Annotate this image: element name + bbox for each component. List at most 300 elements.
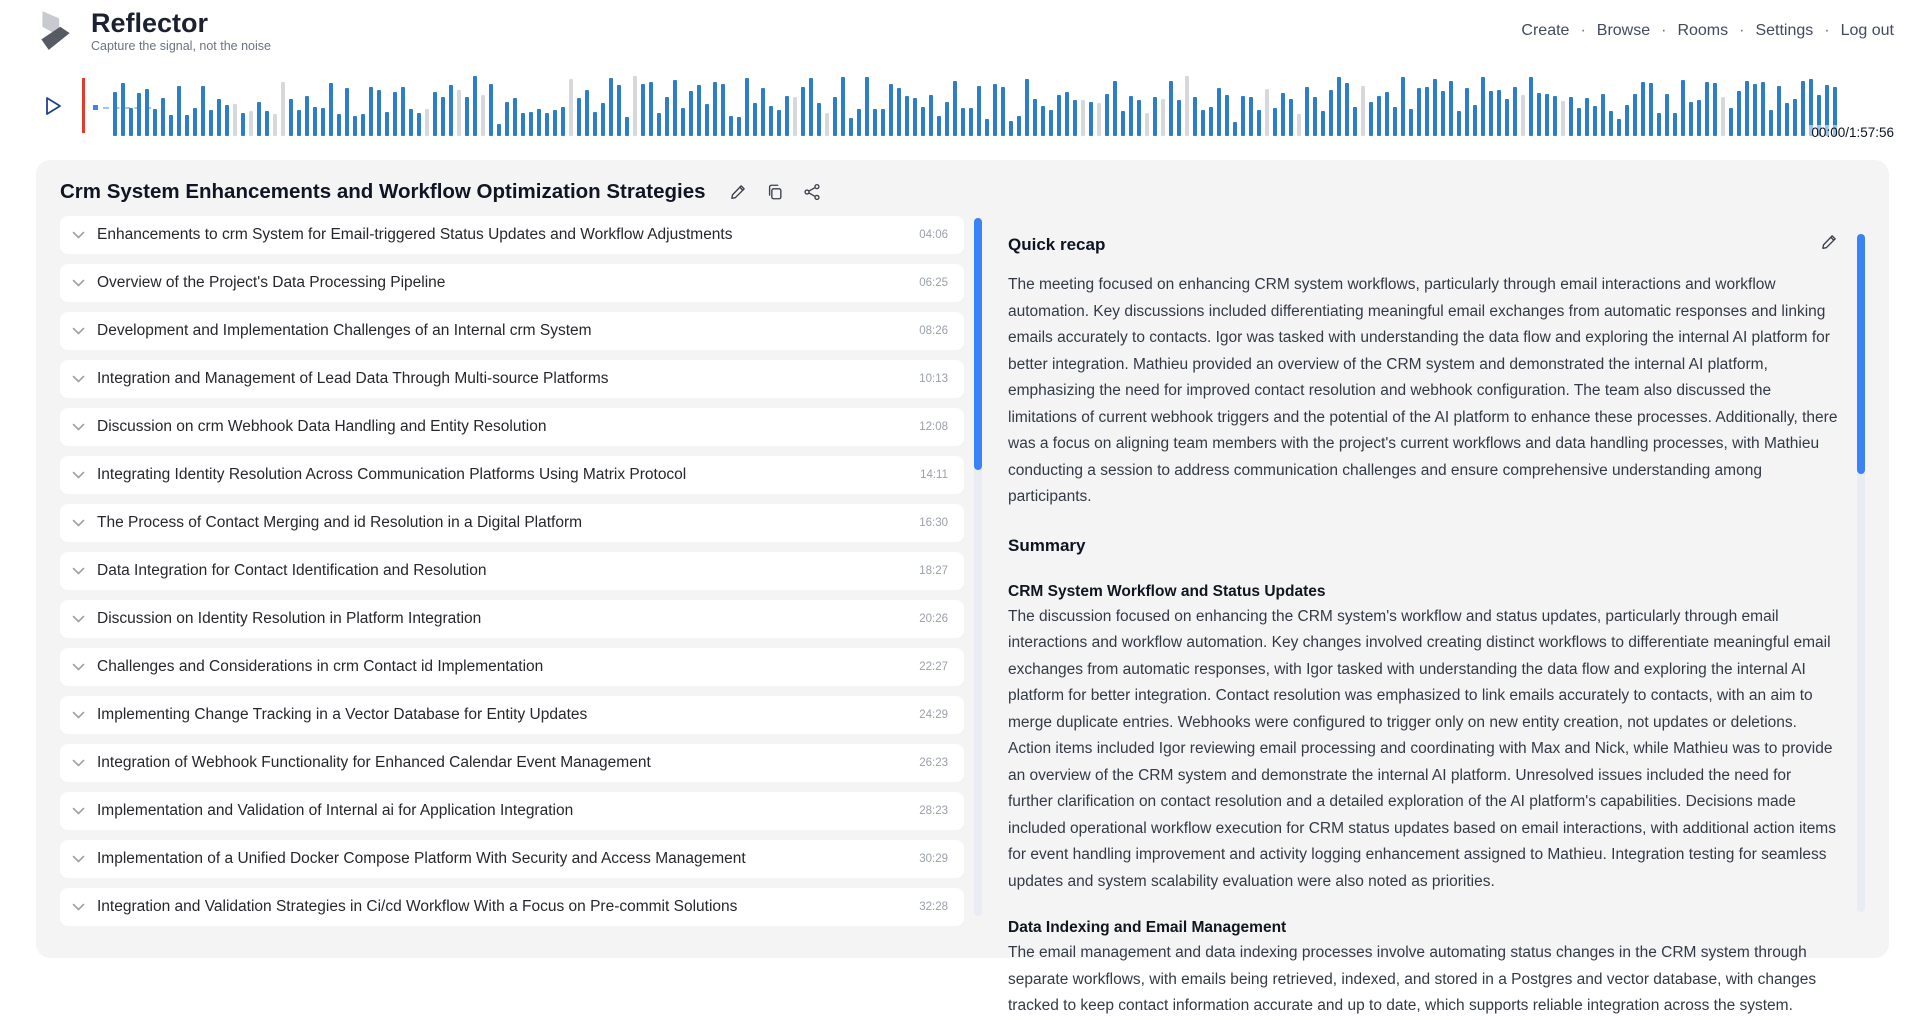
title-actions: [728, 182, 822, 202]
topic-timestamp: 24:29: [919, 709, 948, 721]
app-title: Reflector: [91, 7, 209, 38]
topic-row[interactable]: [60, 408, 964, 446]
topic-row[interactable]: [60, 216, 964, 254]
waveform-bar: [1049, 110, 1053, 136]
waveform-bar: [889, 84, 893, 136]
waveform-bar: [1761, 82, 1765, 136]
waveform-bar: [745, 78, 749, 136]
share-button[interactable]: [802, 182, 822, 202]
waveform-bar: [153, 109, 157, 136]
waveform-bar: [897, 88, 901, 136]
edit-title-button[interactable]: [728, 182, 748, 202]
waveform-bar: [825, 113, 829, 136]
waveform-bar: [1473, 105, 1477, 136]
quick-recap-body: The meeting focused on enhancing CRM system workflows, particularly through email interactions and workflow automation. Key discussions included differentiating meaningful email exchanges from automatic responses and linking emails accurately to contacts. Igor was tasked with understanding the data flow and exploring the internal AI platform for better integration. Mathieu provided an overview of the CRM system and demonstrated the internal AI platform, emphasizing the need for improved contact resolution and webhook configuration. The team also discussed the limitations of current webhook triggers and the potential of the AI platform to enhance these processes. Additionally, there was a focus on aligning team members with the project's current workflows and data handling processes, with Mathieu conducting a session to address communication challenges and ensure comprehensive understanding among participants.: [1008, 276, 1838, 505]
waveform-bar: [273, 114, 277, 136]
waveform-bar: [1313, 97, 1317, 136]
waveform-bar: [545, 113, 549, 136]
waveform-bar: [1409, 109, 1413, 136]
topic-row[interactable]: [60, 312, 964, 350]
waveform-bar: [1609, 111, 1613, 136]
playhead[interactable]: [82, 78, 85, 133]
waveform-bar: [417, 113, 421, 136]
card-columns: [60, 216, 1865, 1014]
topic-list: [60, 216, 982, 922]
waveform-bar: [1617, 119, 1621, 136]
waveform-bar: [873, 109, 877, 136]
summary-section-heading: Data Indexing and Email Management: [1008, 919, 1287, 936]
waveform-bar: [1025, 79, 1029, 136]
waveform-bar: [1457, 111, 1461, 136]
waveform-bar: [1777, 86, 1781, 136]
chevron-down-icon[interactable]: [72, 567, 85, 576]
waveform-bar: [1121, 111, 1125, 136]
waveform-bar: [689, 91, 693, 136]
waveform-bar: [505, 102, 509, 136]
waveform-bar: [1601, 94, 1605, 136]
topic-timestamp: 30:29: [919, 853, 948, 865]
waveform-bar: [129, 108, 133, 136]
waveform-bar: [641, 84, 645, 136]
recap-header-row: [1008, 232, 1839, 258]
waveform-bar: [1337, 77, 1341, 136]
waveform-bar: [801, 87, 805, 136]
topic-title: Integrating Identity Resolution Across Communication Platforms Using Matrix Protocol: [97, 466, 687, 483]
brand: [34, 9, 271, 53]
waveform-bar: [577, 98, 581, 136]
nav-item-create[interactable]: Create: [1521, 22, 1570, 39]
waveform-bar: [1625, 105, 1629, 136]
chevron-down-icon[interactable]: [72, 615, 85, 624]
waveform-bar: [1081, 100, 1085, 136]
waveform-bar: [601, 103, 605, 136]
waveform-bar: [1417, 88, 1421, 136]
waveform-bar: [521, 113, 525, 136]
topic-timestamp: 20:26: [919, 613, 948, 625]
waveform-bar: [1249, 97, 1253, 136]
summary-column: [1008, 216, 1865, 1014]
waveform-bar: [625, 117, 629, 136]
chevron-down-icon[interactable]: [72, 327, 85, 336]
waveform-bar: [345, 88, 349, 136]
waveform-bar: [1465, 88, 1469, 136]
topic-timestamp: 14:11: [920, 469, 948, 481]
waveform-bar: [305, 96, 309, 136]
app-header: [0, 0, 1924, 58]
waveform-bar: [617, 85, 621, 136]
waveform-bar: [1689, 102, 1693, 136]
waveform-bar: [233, 104, 237, 136]
waveform-bar: [1361, 86, 1365, 136]
waveform-bar: [257, 102, 261, 136]
waveform-bar: [1169, 81, 1173, 136]
waveform-bar: [1001, 87, 1005, 136]
waveform-bar: [489, 84, 493, 136]
waveform-bar: [585, 90, 589, 136]
waveform-bar: [977, 86, 981, 136]
waveform-bar: [753, 103, 757, 136]
waveform-bar: [1657, 113, 1661, 136]
copy-title-button[interactable]: [765, 182, 785, 202]
summary-scrollbar-thumb[interactable]: [1857, 234, 1865, 474]
waveform-bar: [473, 76, 477, 136]
summary-sections: [1008, 579, 1839, 1020]
chevron-down-icon[interactable]: [72, 279, 85, 288]
topic-title: Integration and Management of Lead Data Through Multi-source Platforms: [97, 370, 609, 387]
time-display: 00:00/1:57:56: [1811, 125, 1894, 140]
waveform-bar: [1273, 108, 1277, 136]
waveform-bar: [841, 77, 845, 136]
waveform-bar: [1137, 100, 1141, 136]
waveform-bar: [849, 118, 853, 136]
waveform-bar: [1577, 108, 1581, 136]
waveform-bar: [609, 78, 613, 136]
waveform-bar: [161, 98, 165, 136]
summary-scrollbar[interactable]: [1857, 234, 1865, 912]
topic-title: Discussion on crm Webhook Data Handling and Entity Resolution: [97, 418, 547, 435]
nav-item-browse[interactable]: Browse: [1596, 22, 1651, 39]
summary-section-heading: CRM System Workflow and Status Updates: [1008, 582, 1326, 600]
waveform-bar: [1065, 92, 1069, 136]
waveform-bar: [337, 114, 341, 136]
waveform-bar: [649, 82, 653, 136]
waveform-bar: [945, 102, 949, 136]
summary-section-body: The discussion focused on enhancing the CRM system's workflow and status updates, particularly through email interactions and workflow automation. Key changes involved creating distinct workflows to differentiate meaningful email exchanges from automatic responses, with Igor tasked with understanding the data flow and exploring the internal AI platform for better integration. Contact resolution was emphasized to link emails accurately to contacts, with an aim to merge duplicate entries. Webhooks were configured to trigger only on new entity creation, not updates or deletions. Action items included Igor reviewing email processing and coordinating with Max and Nick, while Mathieu was to provide an overview of the CRM system and demonstrate the internal AI platform. Unresolved issues included the need for further clarification on contact resolution and a detailed exploration of the AI platform's capabilities. Decisions made included operational workflow execution for CRM status updates based on email interactions, with additional action items for event handling improvement and activity logging enhancement assigned to Mathieu. Integration testing for seamless updates and system scalability evaluation were also noted as priorities.: [1008, 607, 1836, 890]
topic-title: Challenges and Considerations in crm Contact id Implementation: [97, 658, 544, 675]
waveform-bar: [409, 109, 413, 136]
topic-timestamp: 16:30: [919, 517, 948, 529]
topic-row[interactable]: [60, 648, 964, 686]
topics-column: [60, 216, 982, 922]
waveform-bar: [177, 86, 181, 136]
nav-item-log-out[interactable]: Log out: [1840, 22, 1894, 39]
waveform-bar: [361, 114, 365, 136]
play-button[interactable]: [45, 94, 69, 118]
waveform-bar: [881, 109, 885, 136]
waveform-bar: [1257, 110, 1261, 136]
topic-timestamp: 18:27: [919, 565, 948, 577]
nav-separator: ·: [1580, 22, 1586, 39]
topic-row[interactable]: [60, 552, 964, 590]
topic-timestamp: 08:26: [919, 325, 948, 337]
topic-row[interactable]: [60, 840, 964, 878]
waveform-bar: [1161, 99, 1165, 136]
waveform-bar: [209, 110, 213, 136]
waveform-bar: [169, 115, 173, 136]
waveform-bar: [225, 105, 229, 136]
waveform-bar: [721, 84, 725, 136]
topic-title: Enhancements to crm System for Email-triggered Status Updates and Workflow Adjustments: [97, 226, 733, 243]
reflector-logo-icon: [34, 9, 76, 53]
waveform-bar: [385, 112, 389, 136]
summary-heading: Summary: [1008, 535, 1086, 555]
waveform-bar: [1441, 91, 1445, 136]
topic-row[interactable]: [60, 504, 964, 542]
waveform-bar: [937, 116, 941, 136]
waveform-bar: [1697, 100, 1701, 136]
waveform-bar: [953, 81, 957, 136]
waveform-bar: [817, 103, 821, 136]
waveform-bar: [1041, 106, 1045, 136]
topic-timestamp: 04:06: [919, 229, 948, 241]
waveform-bar: [1201, 110, 1205, 136]
waveform-bar: [1569, 97, 1573, 136]
waveform-bar: [833, 97, 837, 136]
meeting-title: Crm System Enhancements and Workflow Optimization Strategies: [60, 180, 706, 203]
waveform-bar: [1265, 89, 1269, 136]
waveform-bar: [737, 117, 741, 136]
waveform-bar: [1033, 99, 1037, 136]
waveform-bar: [281, 82, 285, 136]
topic-row[interactable]: [60, 696, 964, 734]
waveform-bar: [1785, 103, 1789, 136]
topic-title: Development and Implementation Challenges of an Internal crm System: [97, 322, 592, 339]
topic-title: Data Integration for Contact Identification and Resolution: [97, 562, 487, 579]
waveform-bar: [1241, 96, 1245, 136]
topic-timestamp: 28:23: [919, 805, 948, 817]
main-nav: [1521, 22, 1894, 40]
nav-separator: ·: [1824, 22, 1830, 39]
waveform-bar: [1681, 80, 1685, 136]
waveform-bar: [697, 85, 701, 136]
waveform-bar: [793, 97, 797, 136]
waveform-bar: [1329, 90, 1333, 136]
audio-player: [0, 74, 1924, 140]
topic-title: Integration and Validation Strategies in Ci/cd Workflow With a Focus on Pre-commit Solutions: [97, 898, 738, 915]
waveform-bar: [297, 110, 301, 136]
chevron-down-icon[interactable]: [72, 471, 85, 480]
waveform-bar: [1145, 113, 1149, 136]
waveform-bar: [1385, 92, 1389, 136]
waveform-bar: [1713, 83, 1717, 136]
waveform-bar: [929, 95, 933, 136]
chevron-down-icon[interactable]: [72, 807, 85, 816]
waveform[interactable]: [113, 76, 1896, 136]
waveform-bar: [425, 109, 429, 136]
waveform-bar: [561, 107, 565, 136]
waveform-bar: [529, 112, 533, 136]
waveform-bar: [329, 83, 333, 136]
waveform-bar: [1289, 99, 1293, 136]
waveform-bar: [185, 115, 189, 136]
topic-title: Discussion on Identity Resolution in Platform Integration: [97, 610, 482, 627]
waveform-bar: [865, 77, 869, 136]
waveform-bar: [809, 78, 813, 136]
waveform-bar: [1089, 102, 1093, 136]
waveform-bar: [1769, 110, 1773, 136]
topic-title: Overview of the Project's Data Processing Pipeline: [97, 274, 446, 291]
topic-row[interactable]: [60, 600, 964, 638]
topic-row[interactable]: [60, 888, 964, 926]
waveform-bar: [1737, 91, 1741, 136]
waveform-bar: [985, 119, 989, 136]
waveform-bar: [769, 106, 773, 136]
waveform-bar: [433, 92, 437, 136]
topic-title: Implementation of a Unified Docker Compose Platform With Security and Access Management: [97, 850, 746, 867]
topic-row[interactable]: [60, 744, 964, 782]
waveform-bar: [1793, 99, 1797, 136]
waveform-bar: [1009, 121, 1013, 136]
chevron-down-icon[interactable]: [72, 903, 85, 912]
chevron-down-icon[interactable]: [72, 663, 85, 672]
waveform-bar: [993, 84, 997, 136]
waveform-bar: [1449, 81, 1453, 136]
waveform-bar: [1097, 103, 1101, 136]
waveform-bar: [1481, 77, 1485, 136]
topic-title: The Process of Contact Merging and id Resolution in a Digital Platform: [97, 514, 583, 531]
waveform-bar: [1673, 113, 1677, 136]
waveform-bar: [1225, 95, 1229, 136]
waveform-bar: [1393, 107, 1397, 136]
brand-text: [91, 9, 271, 53]
waveform-start-dot: [93, 105, 98, 110]
quick-recap-heading: Quick recap: [1008, 235, 1106, 254]
waveform-bar: [145, 89, 149, 136]
chevron-down-icon[interactable]: [72, 231, 85, 240]
waveform-bar: [729, 116, 733, 136]
waveform-bar: [1281, 93, 1285, 136]
waveform-bar: [1641, 82, 1645, 136]
waveform-bar: [1745, 81, 1749, 136]
waveform-bar: [1185, 76, 1189, 136]
waveform-bar: [137, 93, 141, 136]
topic-timestamp: 22:27: [919, 661, 948, 673]
waveform-bar: [857, 109, 861, 136]
topics-scrollbar[interactable]: [974, 218, 982, 916]
topic-row[interactable]: [60, 264, 964, 302]
topic-row[interactable]: [60, 456, 964, 494]
waveform-bar: [1193, 97, 1197, 136]
waveform-bar: [913, 98, 917, 136]
topic-row[interactable]: [60, 360, 964, 398]
share-icon: [803, 183, 821, 201]
waveform-bar: [1353, 107, 1357, 136]
waveform-bar: [1217, 88, 1221, 136]
nav-item-settings[interactable]: Settings: [1755, 22, 1814, 39]
waveform-bar: [1401, 77, 1405, 136]
meeting-card: [36, 160, 1889, 1014]
waveform-bar: [1153, 97, 1157, 136]
topic-title: Integration of Webhook Functionality for Enhanced Calendar Event Management: [97, 754, 651, 771]
waveform-bar: [905, 96, 909, 136]
waveform-bar: [249, 111, 253, 136]
waveform-bar: [785, 96, 789, 136]
waveform-bar: [1553, 96, 1557, 136]
waveform-bar: [1017, 116, 1021, 136]
waveform-bar: [1425, 87, 1429, 136]
waveform-bar: [1377, 96, 1381, 136]
topic-row[interactable]: [60, 792, 964, 830]
waveform-bar: [921, 107, 925, 136]
waveform-bar: [761, 88, 765, 136]
chevron-down-icon[interactable]: [72, 855, 85, 864]
waveform-bar: [537, 109, 541, 136]
waveform-bar: [1113, 81, 1117, 136]
topic-timestamp: 32:28: [919, 901, 948, 913]
waveform-bar: [1129, 96, 1133, 136]
play-icon: [45, 96, 62, 116]
waveform-bar: [265, 111, 269, 136]
waveform-bar: [673, 80, 677, 136]
waveform-bar: [777, 110, 781, 136]
waveform-bar: [1177, 100, 1181, 136]
waveform-bar: [1321, 111, 1325, 136]
waveform-bar: [1593, 106, 1597, 136]
waveform-bar: [1497, 90, 1501, 136]
waveform-bar: [1649, 83, 1653, 136]
waveform-bar: [497, 124, 501, 136]
waveform-bar: [1369, 102, 1373, 136]
chevron-down-icon[interactable]: [72, 423, 85, 432]
chevron-down-icon[interactable]: [72, 375, 85, 384]
waveform-bar: [457, 90, 461, 136]
nav-separator: ·: [1661, 22, 1667, 39]
nav-item-rooms[interactable]: Rooms: [1677, 22, 1729, 39]
waveform-bar: [593, 112, 597, 136]
chevron-down-icon[interactable]: [72, 519, 85, 528]
waveform-bar: [193, 108, 197, 136]
waveform-bar: [1489, 91, 1493, 136]
waveform-bar: [657, 113, 661, 136]
waveform-bar: [569, 79, 573, 136]
waveform-bar: [1801, 81, 1805, 136]
waveform-bar: [217, 99, 221, 136]
waveform-bar: [969, 108, 973, 136]
topic-title: Implementation and Validation of Internal ai for Application Integration: [97, 802, 574, 819]
waveform-bar: [1105, 94, 1109, 136]
waveform-bar: [289, 99, 293, 136]
waveform-bar: [121, 83, 125, 136]
summary-content: [1008, 232, 1865, 1014]
waveform-bar: [369, 87, 373, 136]
waveform-bar: [449, 85, 453, 136]
waveform-bar: [401, 87, 405, 136]
waveform-bar: [1529, 77, 1533, 136]
waveform-bar: [1561, 101, 1565, 136]
waveform-bar: [441, 97, 445, 136]
edit-summary-button[interactable]: [1819, 232, 1839, 252]
waveform-bar: [313, 107, 317, 136]
waveform-bar: [1297, 114, 1301, 136]
waveform-bar: [513, 98, 517, 136]
waveform-bar: [681, 108, 685, 136]
chevron-down-icon[interactable]: [72, 759, 85, 768]
waveform-bar: [465, 97, 469, 136]
app-tagline: Capture the signal, not the noise: [91, 39, 271, 54]
waveform-bar: [353, 116, 357, 136]
chevron-down-icon[interactable]: [72, 711, 85, 720]
topic-timestamp: 10:13: [919, 373, 948, 385]
waveform-bar: [1305, 87, 1309, 136]
waveform-bar: [321, 108, 325, 136]
waveform-bar: [705, 104, 709, 136]
nav-separator: ·: [1739, 22, 1745, 39]
waveform-bar: [1537, 93, 1541, 136]
waveform-bar: [1545, 94, 1549, 136]
waveform-bar: [1753, 84, 1757, 136]
copy-icon: [766, 183, 784, 201]
waveform-bar: [961, 108, 965, 136]
topic-timestamp: 06:25: [919, 277, 948, 289]
waveform-bar: [1633, 94, 1637, 136]
summary-section-body: The email management and data indexing processes involve automating status changes in the CRM system through separate workflows, with emails being retrieved, indexed, and stored in a Postgres and vector database, with changes tracked to keep contact information accurate and up to date, which supports reliable integration across the system.: [1008, 944, 1817, 1014]
waveform-bar: [377, 90, 381, 136]
pencil-icon: [1820, 233, 1838, 251]
waveform-bar: [201, 86, 205, 136]
topics-scrollbar-thumb[interactable]: [974, 218, 982, 470]
waveform-bar: [241, 113, 245, 136]
waveform-bar: [713, 82, 717, 136]
